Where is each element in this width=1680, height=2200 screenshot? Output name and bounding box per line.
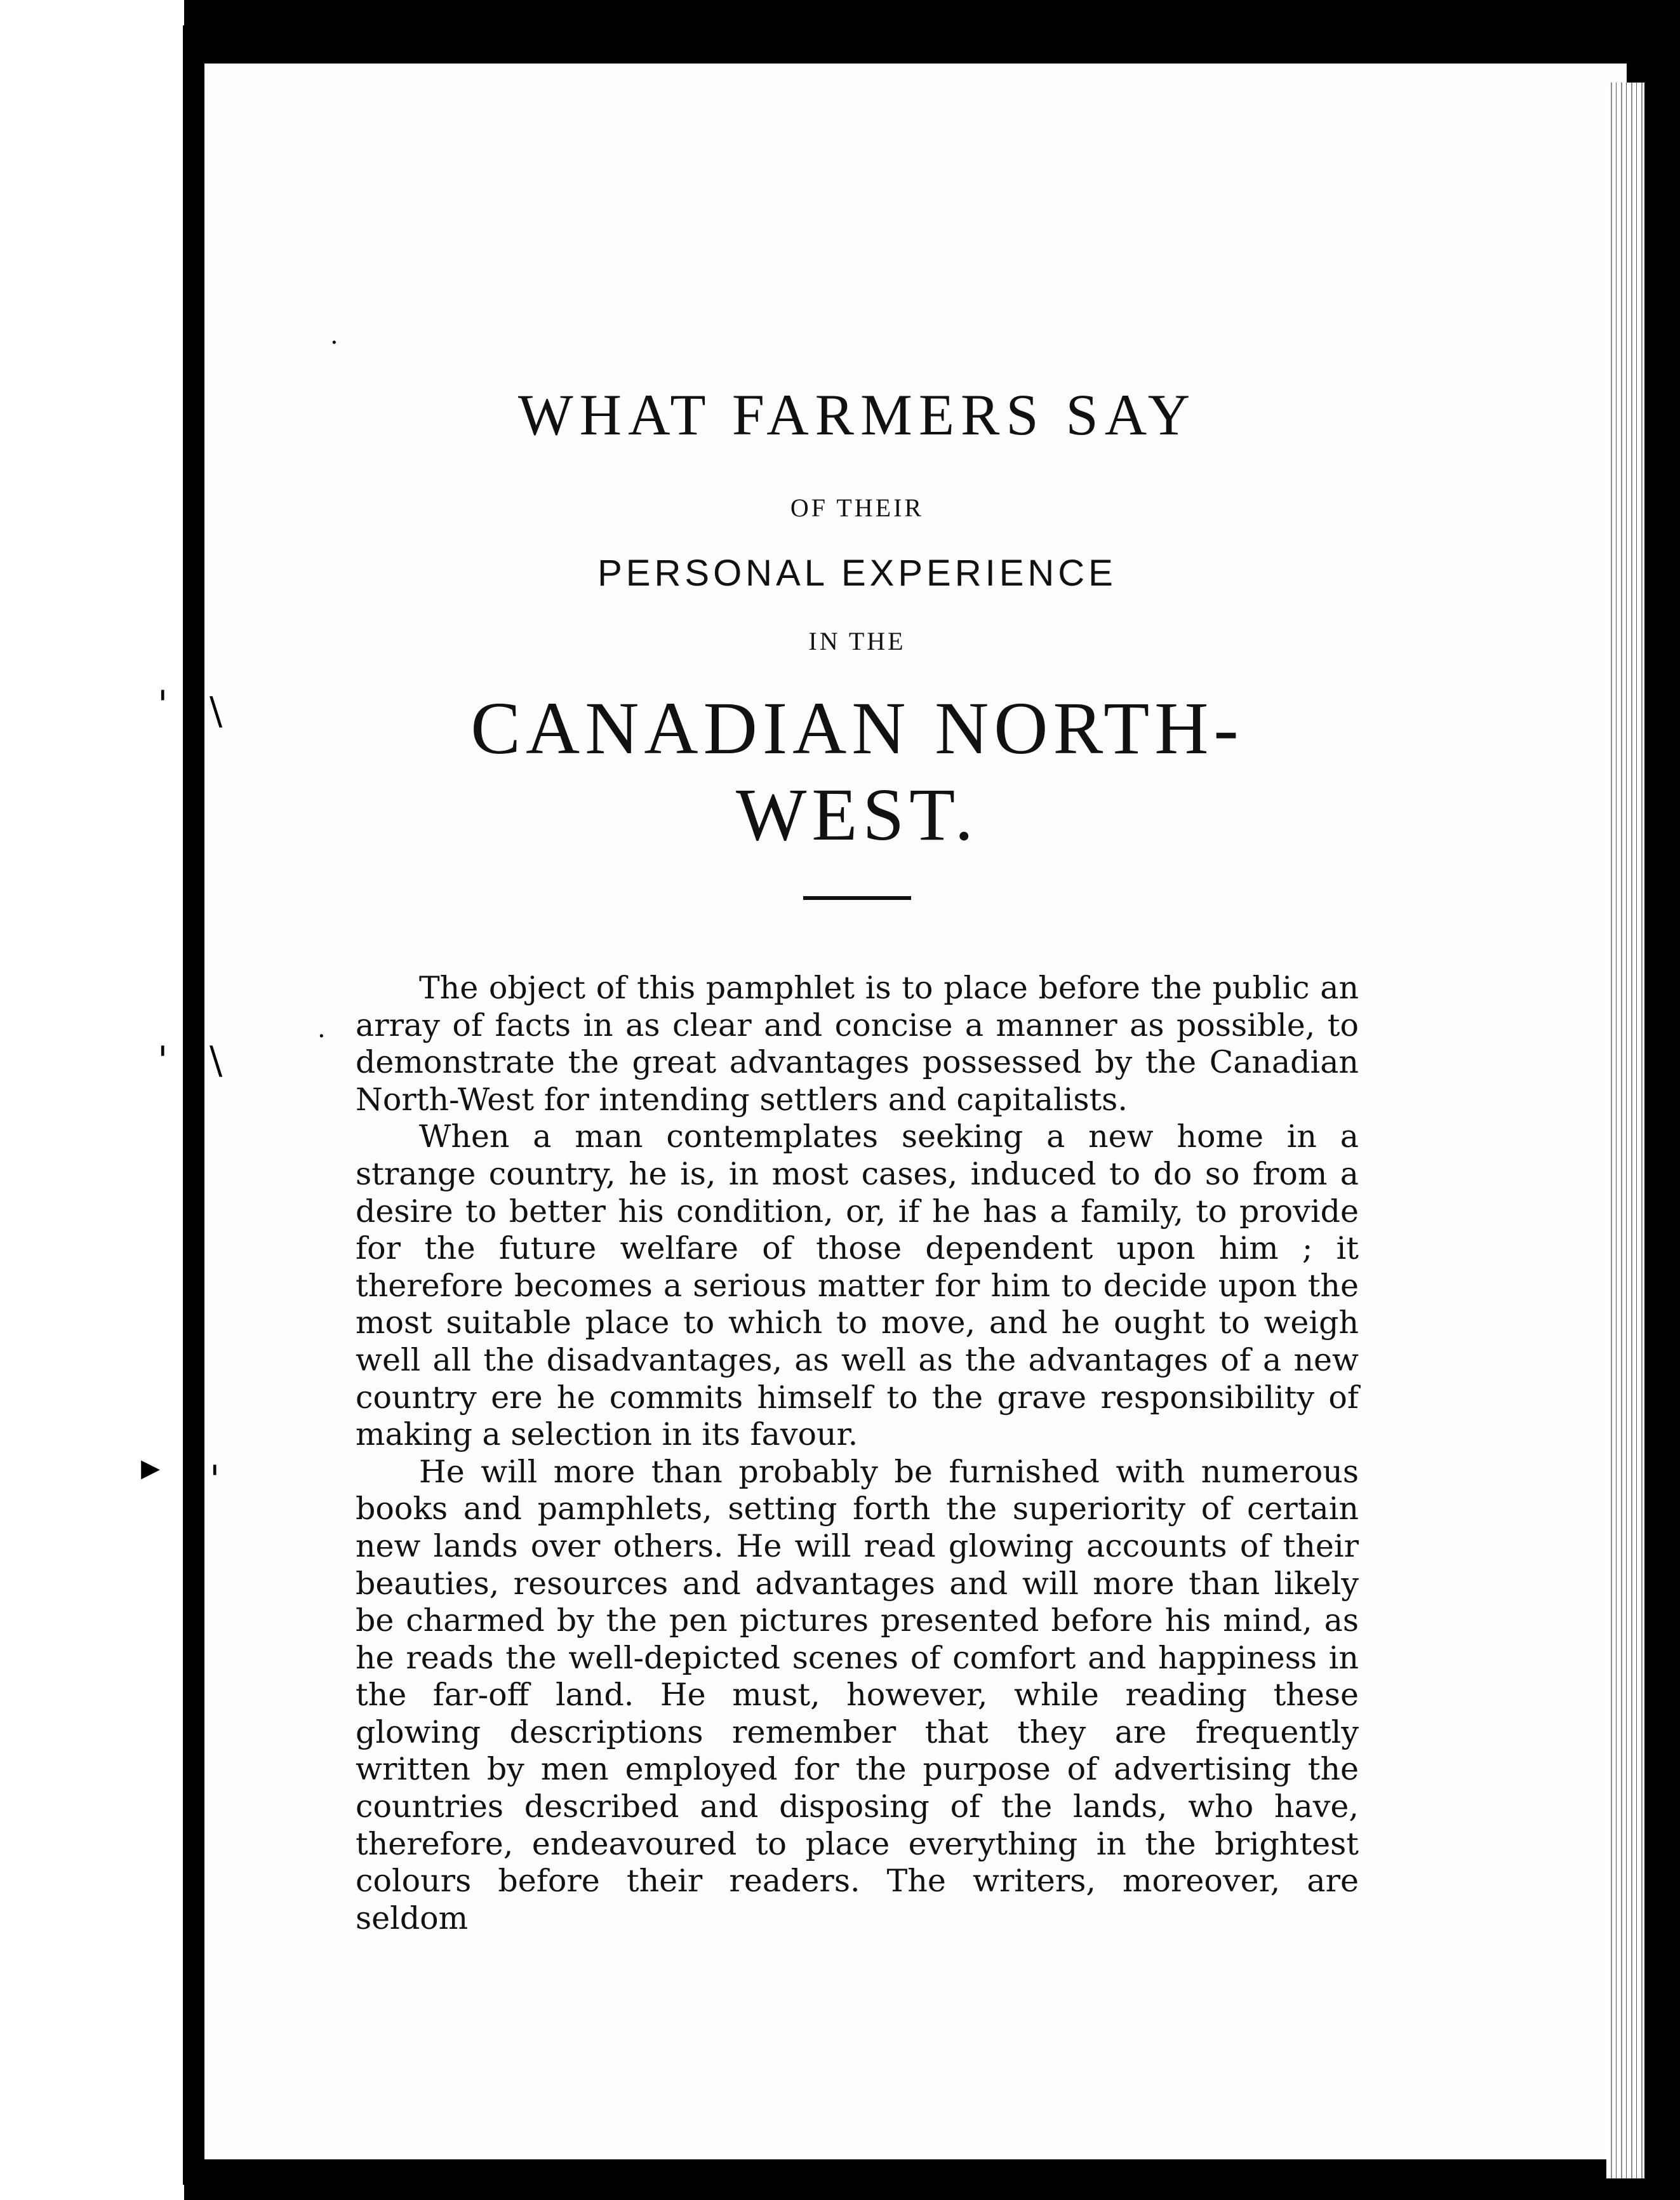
paragraph: He will more than probably be furnished with numerous books and pamphlets, setting forth the superiority of certain new lands over others. He will read glowing accounts of their beauties, resources and advantages and will more than likely be charmed by the pen pictures presented before his mind, as he reads the well-depicted scenes of comfort and happiness in the far-off land. He must, however, while reading these glowing descriptions remember that they are frequently written by men employed for the purpose of advertising the countries described and disposing of the lands, who have, therefore, endeavoured to place everything in the brightest colours before their readers. The writers, moreover, are seldom [356,1453,1359,1936]
body-text [356,970,1359,1937]
heading-in-the: IN THE [808,627,906,655]
heading-of-their: OF THEIR [790,493,924,522]
paragraph: When a man contemplates seeking a new home in a strange country, he is, in most cases, induced to do so from a desire to better his condition, or, if he has a family, to provide for the future welfare of those dependent upon him ; it therefore becomes a serious matter for him to decide upon the most suitable place to which to move, and he ought to weigh well all the disadvantages, as well as the advantages of a new country ere he commits himself to the grave responsibility of making a selection in its favour. [356,1118,1359,1453]
document-content [356,381,1359,1937]
stray-mark: \ [210,689,223,734]
heading-canadian-north-west: CANADIAN NORTH-WEST. [470,687,1244,856]
left-page-edge [0,0,184,2200]
heading-main: WHAT FARMERS SAY [517,382,1197,447]
stray-mark: ' [157,1038,168,1083]
paragraph: The object of this pamphlet is to place before the public an array of facts in as clear and concise a manner as possible, to demonstrate the great advantages possessed by the Canadian North-West for intending settlers and capitalists. [356,970,1359,1118]
stray-mark: ▸ [141,1445,161,1489]
gutter-line [183,25,204,2185]
stray-mark: ' [210,1458,220,1502]
stray-mark: ' [157,683,168,727]
page-edge [1606,83,1644,2178]
stray-mark: · [330,328,338,358]
heading-personal-experience: PERSONAL EXPERIENCE [597,553,1117,594]
title-rule [803,896,911,900]
stray-mark: \ [210,1038,223,1083]
stray-mark: . [317,1014,326,1043]
